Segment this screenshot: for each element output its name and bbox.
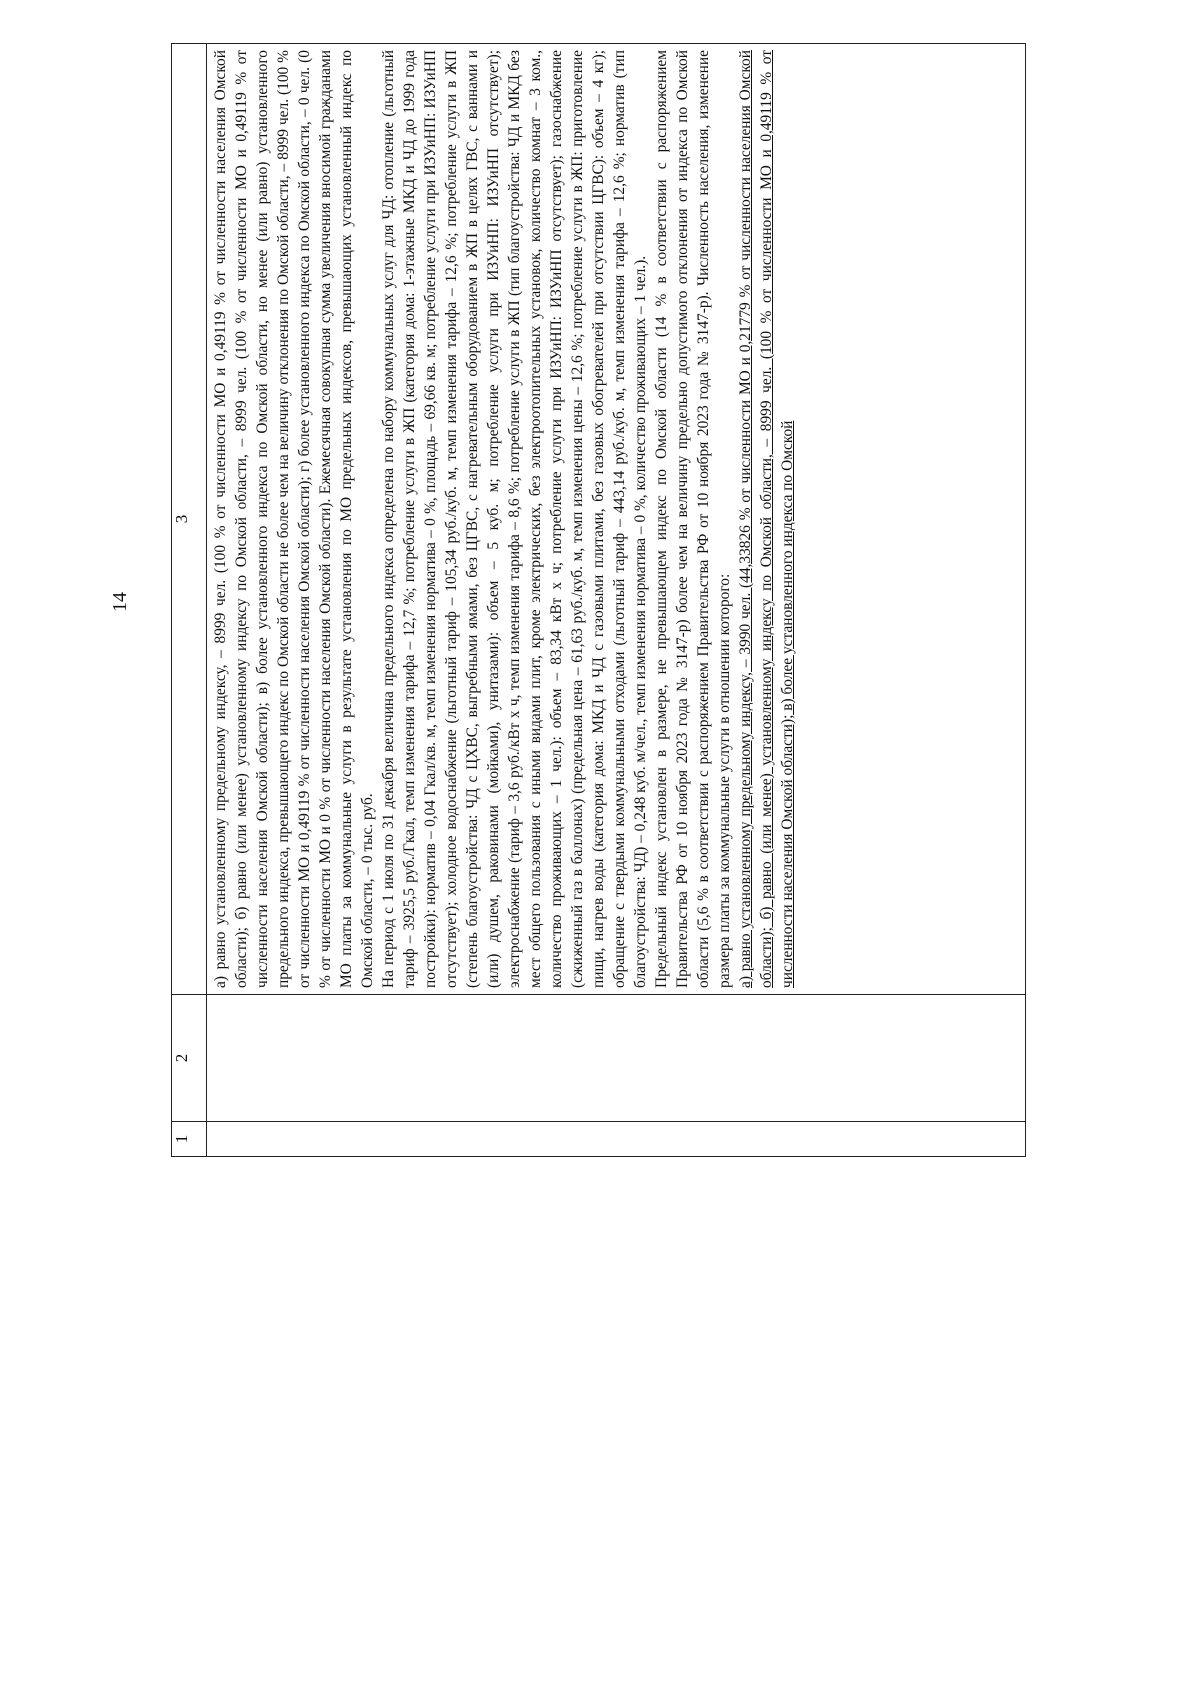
rotated-page-content — [109, 47, 1026, 1157]
page-number: 14 — [109, 592, 131, 612]
cell-text — [207, 44, 798, 994]
data-table — [171, 43, 1026, 1157]
table-row — [207, 44, 1026, 1157]
paragraph-utility-set: На период с 1 июля по 31 декабря величина предельного индекса определена по набору коммунальных услуг для ЧД: отопление (льготный тариф – 3925,5 руб./Гкал, темп изменения тарифа – 12,7 %; потребление услуги в ЖП (категория дома: 1-этажные МКД и ЧД до 1999 года постройки): норматив – 0,04 Гкал/кв. м, темп изменения норматива – 0 %, площадь – 69,66 кв. м; потребление услуги при ИЗУиНП: ИЗУиНП отсутствует); холодное водоснабжение (льготный тариф – 105,34 руб./куб. м, темп изменения тарифа – 12,6 %; потребление услуги в ЖП (степень благоустройства: ЧД с ЦХВС, выгребными ямами, без ЦГВС, с нагревательным оборудованием в ЖП в целях ГВС, с ваннами и (или) душем, раковинами (мойками), унитазами): объем – 5 куб. м; потребление услуги при ИЗУиНП: ИЗУиНП отсутствует); электроснабжение (тариф – 3,6 руб./кВт х ч, темп изменения тарифа – 8,6 %; потребление услуги в ЖП (тип благоустройства: ЧД и МКД без мест общего пользования с иными видами плит, кроме электрических, без электроотопительных установок, количество комнат – 3 ком., количество проживающих – 1 чел.): объем – 83,34 кВт х ч; потребление услуги при ИЗУиНП: ИЗУиНП отсутствует); газоснабжение (сжиженный газ в баллонах) (предельная цена – 61,63 руб./куб. м, темп изменения цены – 12,6 %; потребление услуги в ЖП: приготовление пищи, нагрев воды (категория дома: МКД и ЧД с газовыми плитами, без газовых обогревателей при отсутствии ЦГВС): объем – 4 кг); обращение с твердыми коммунальными отходами (льготный тариф – 443,14 руб./куб. м, темп изменения тарифа – 12,6 %; норматив (тип благоустройства: ЧД) – 0,248 куб. м/чел., темп изменения норматива – 0 %, количество проживающих – 1 чел.). — [380, 50, 649, 988]
paragraph-index-distribution: а) равно установленному предельному индексу, – 8999 чел. (100 % от численности МО и 0,49119 % от численности населения Омской области); б) равно (или менее) установленному индексу по Омской области, – 8999 чел. (100 % от численности МО и 0,49119 % от численности населения Омской области); в) более установленного индекса по Омской области, но менее (или равно) установленного предельного индекса, превышающего индекс по Омской области не более чем на величину отклонения по Омской области, – 8999 чел. (100 % от численности МО и 0,49119 % от численности населения Омской области); г) более установленного индекса по Омской области, – 0 чел. (0 % от численности МО и 0 % от численности населения Омской области). Ежемесячная совокупная сумма увеличения вносимой гражданами МО платы за коммунальные услуги в результате установления по МО предельных индексов, превышающих установленный индекс по Омской области, – 0 тыс. руб. — [212, 50, 376, 988]
column-header-1: 1 — [172, 1122, 207, 1157]
population-change-tail: в) более установленного индекса по Омской — [779, 420, 796, 715]
column-header-3: 3 — [172, 44, 207, 995]
table-header-row — [172, 44, 207, 1157]
paragraph-population-change — [735, 50, 798, 988]
table-cell-col2 — [207, 995, 1026, 1122]
paragraph-limit-index: Предельный индекс установлен в размере, не превышающем индекс по Омской области (14 % в соответствии с распоряжением Правительства РФ от 10 ноября 2023 года № 3147-р) более чем на величину предельно допустимого отклонения от индекса по Омской области (5,6 % в соответствии с распоряжением Правительства РФ от 10 ноября 2023 года № 3147-р). Численность населения, изменение размера платы за коммунальные услуги в отношении которого: — [653, 50, 733, 988]
table-cell-col1 — [207, 1122, 1026, 1157]
table-cell-col3 — [207, 44, 1026, 995]
column-header-2: 2 — [172, 995, 207, 1122]
population-change-text: а) равно установленному предельному индексу, – 3990 чел. (44,33826 % от численности МО и 0,21779 % от численности населения Омской области); б) равно (или менее) установленному индексу по Омской области, – 8999 чел. (100 % от численности МО и 0,49119 % от численности населения Омской области); — [737, 50, 796, 988]
